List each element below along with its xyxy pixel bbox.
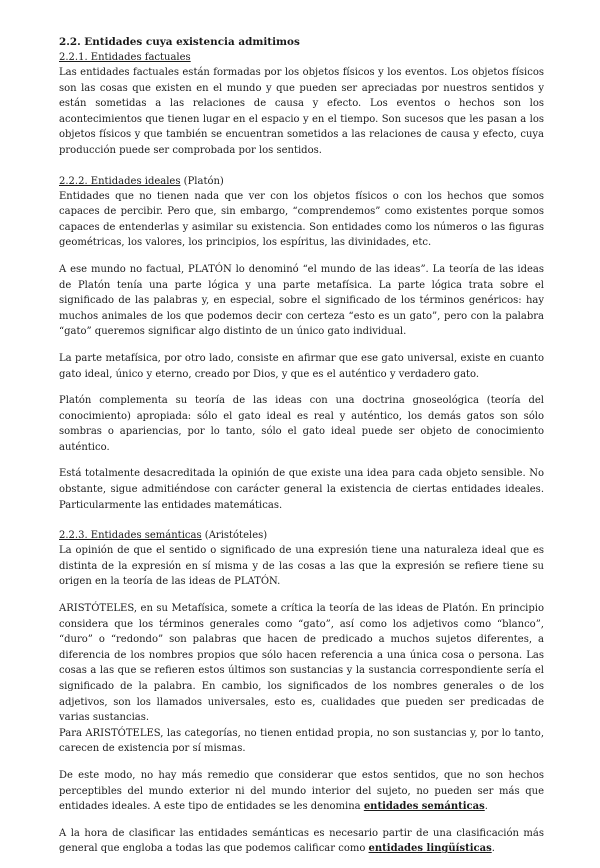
paragraph: ARISTÓTELES, en su Metafísica, somete a crítica la teoría de las ideas de Platón. En principio considera que los términos generales como “gato”, así como los adjetivos como “blanco”, “duro” o “redondo” son palabras que hacen de predicado a muchos sujetos diferentes, a diferencia de los nombres propios que sólo hacen referencia a una única cosa o persona. Las cosas a las que se refieren estos últimos son sustancias y la sustancia correspondiente sería el significado de la palabra. En cambio, los significados de los nombres generales o de los adjetivos, son los llamados universales, esto es, cualidades que pueden ser predicadas de varias sustancias. <box>59 603 544 724</box>
subsection-heading-semanticas <box>59 528 544 543</box>
paragraph: Está totalmente desacreditada la opinión de que existe una idea para cada objeto sensible. No obstante, sigue admitiéndose con carácter general la existencia de ciertas entidades ideales. Particularmente las entidades matemáticas. <box>59 468 544 511</box>
paragraph: A ese mundo no factual, PLATÓN lo denominó “el mundo de las ideas”. La teoría de las ideas de Platón tenía una parte lógica y una parte metafísica. La parte lógica trata sobre el significado de las palabras y, en especial, sobre el significado de los términos genéricos: hay muchos animales de los que podemos decir con certeza “esto es un gato”, pero con la palabra “gato” queremos significar algo distinto de un único gato individual. <box>59 263 544 338</box>
heading-text: 2.2.3. Entidades semánticas <box>59 530 202 542</box>
heading-suffix: (Platón) <box>180 175 224 187</box>
subsection-heading-ideales <box>59 174 544 189</box>
subsection-heading-factuales <box>59 50 544 65</box>
text-run: . <box>484 801 488 813</box>
section-title: 2.2. Entidades cuya existencia admitimos <box>59 36 300 48</box>
paragraph <box>59 768 544 815</box>
text-run: A la hora de clasificar las entidades semánticas es necesario partir de una clasificación más general que engloba a todas las que podemos calificar como <box>59 827 544 855</box>
document-page <box>59 35 544 868</box>
text-run: De este modo, no hay más remedio que considerar que estos sentidos, que no son hechos perceptibles del mundo exterior ni del mundo interior del sujeto, no pueden ser más que entidades ideales. A este tipo de entidades se les denomina <box>59 769 544 813</box>
paragraph: Entidades que no tienen nada que ver con los objetos físicos o con los hechos que somos capaces de percibir. Pero que, sin embargo, “comprendemos” como existentes porque somos capaces de entenderlas y asimilar su existencia. Son entidades como los números o las figuras geométricas, los valores, los principios, los espíritus, las divinidades, etc. <box>59 190 544 249</box>
key-term-semanticas: entidades semánticas <box>363 801 485 813</box>
paragraph: Platón complementa su teoría de las ideas con una doctrina gnoseológica (teoría del conocimiento) apropiada: sólo el gato ideal es real y auténtico, los demás gatos son sólo sombras o apariencias, por lo tanto, sólo el gato ideal puede ser objeto de conocimiento auténtico. <box>59 395 544 453</box>
heading-text: 2.2.2. Entidades ideales <box>59 175 181 187</box>
paragraph: La opinión de que el sentido o significado de una expresión tiene una naturaleza ideal que es distinta de la expresión en sí misma y de las cosas a las que la expresión se refiere tiene su origen en la teoría de las ideas de PLATÓN. <box>59 545 544 588</box>
heading-suffix: (Aristóteles) <box>201 530 268 542</box>
paragraph: Las entidades factuales están formadas por los objetos físicos y los eventos. Los objetos físicos son las cosas que existen en el mundo y que pueden ser apreciadas por nuestros sentidos y están sometidas a las relaciones de causa y efecto. Los eventos o hechos son los acontecimientos que tienen lugar en el espacio y en el tiempo. Son sucesos que les pasan a los objetos físicos y que también se encuentran sometidos a las relaciones de causa y efecto, cuya producción puede ser comprobada por los sentidos. <box>59 67 544 156</box>
key-term-linguisticas: entidades lingüísticas <box>368 843 492 855</box>
paragraph: Para ARISTÓTELES, las categorías, no tienen entidad propia, no son sustancias y, por lo tanto, carecen de existencia por sí mismas. <box>59 727 544 755</box>
paragraph: La parte metafísica, por otro lado, consiste en afirmar que ese gato universal, existe en cuanto gato ideal, único y eterno, creado por Dios, y que es el auténtico y verdadero gato. <box>59 352 544 380</box>
paragraph <box>59 826 544 857</box>
text-run: . <box>491 843 495 855</box>
heading-text: 2.2.1. Entidades factuales <box>59 52 191 63</box>
